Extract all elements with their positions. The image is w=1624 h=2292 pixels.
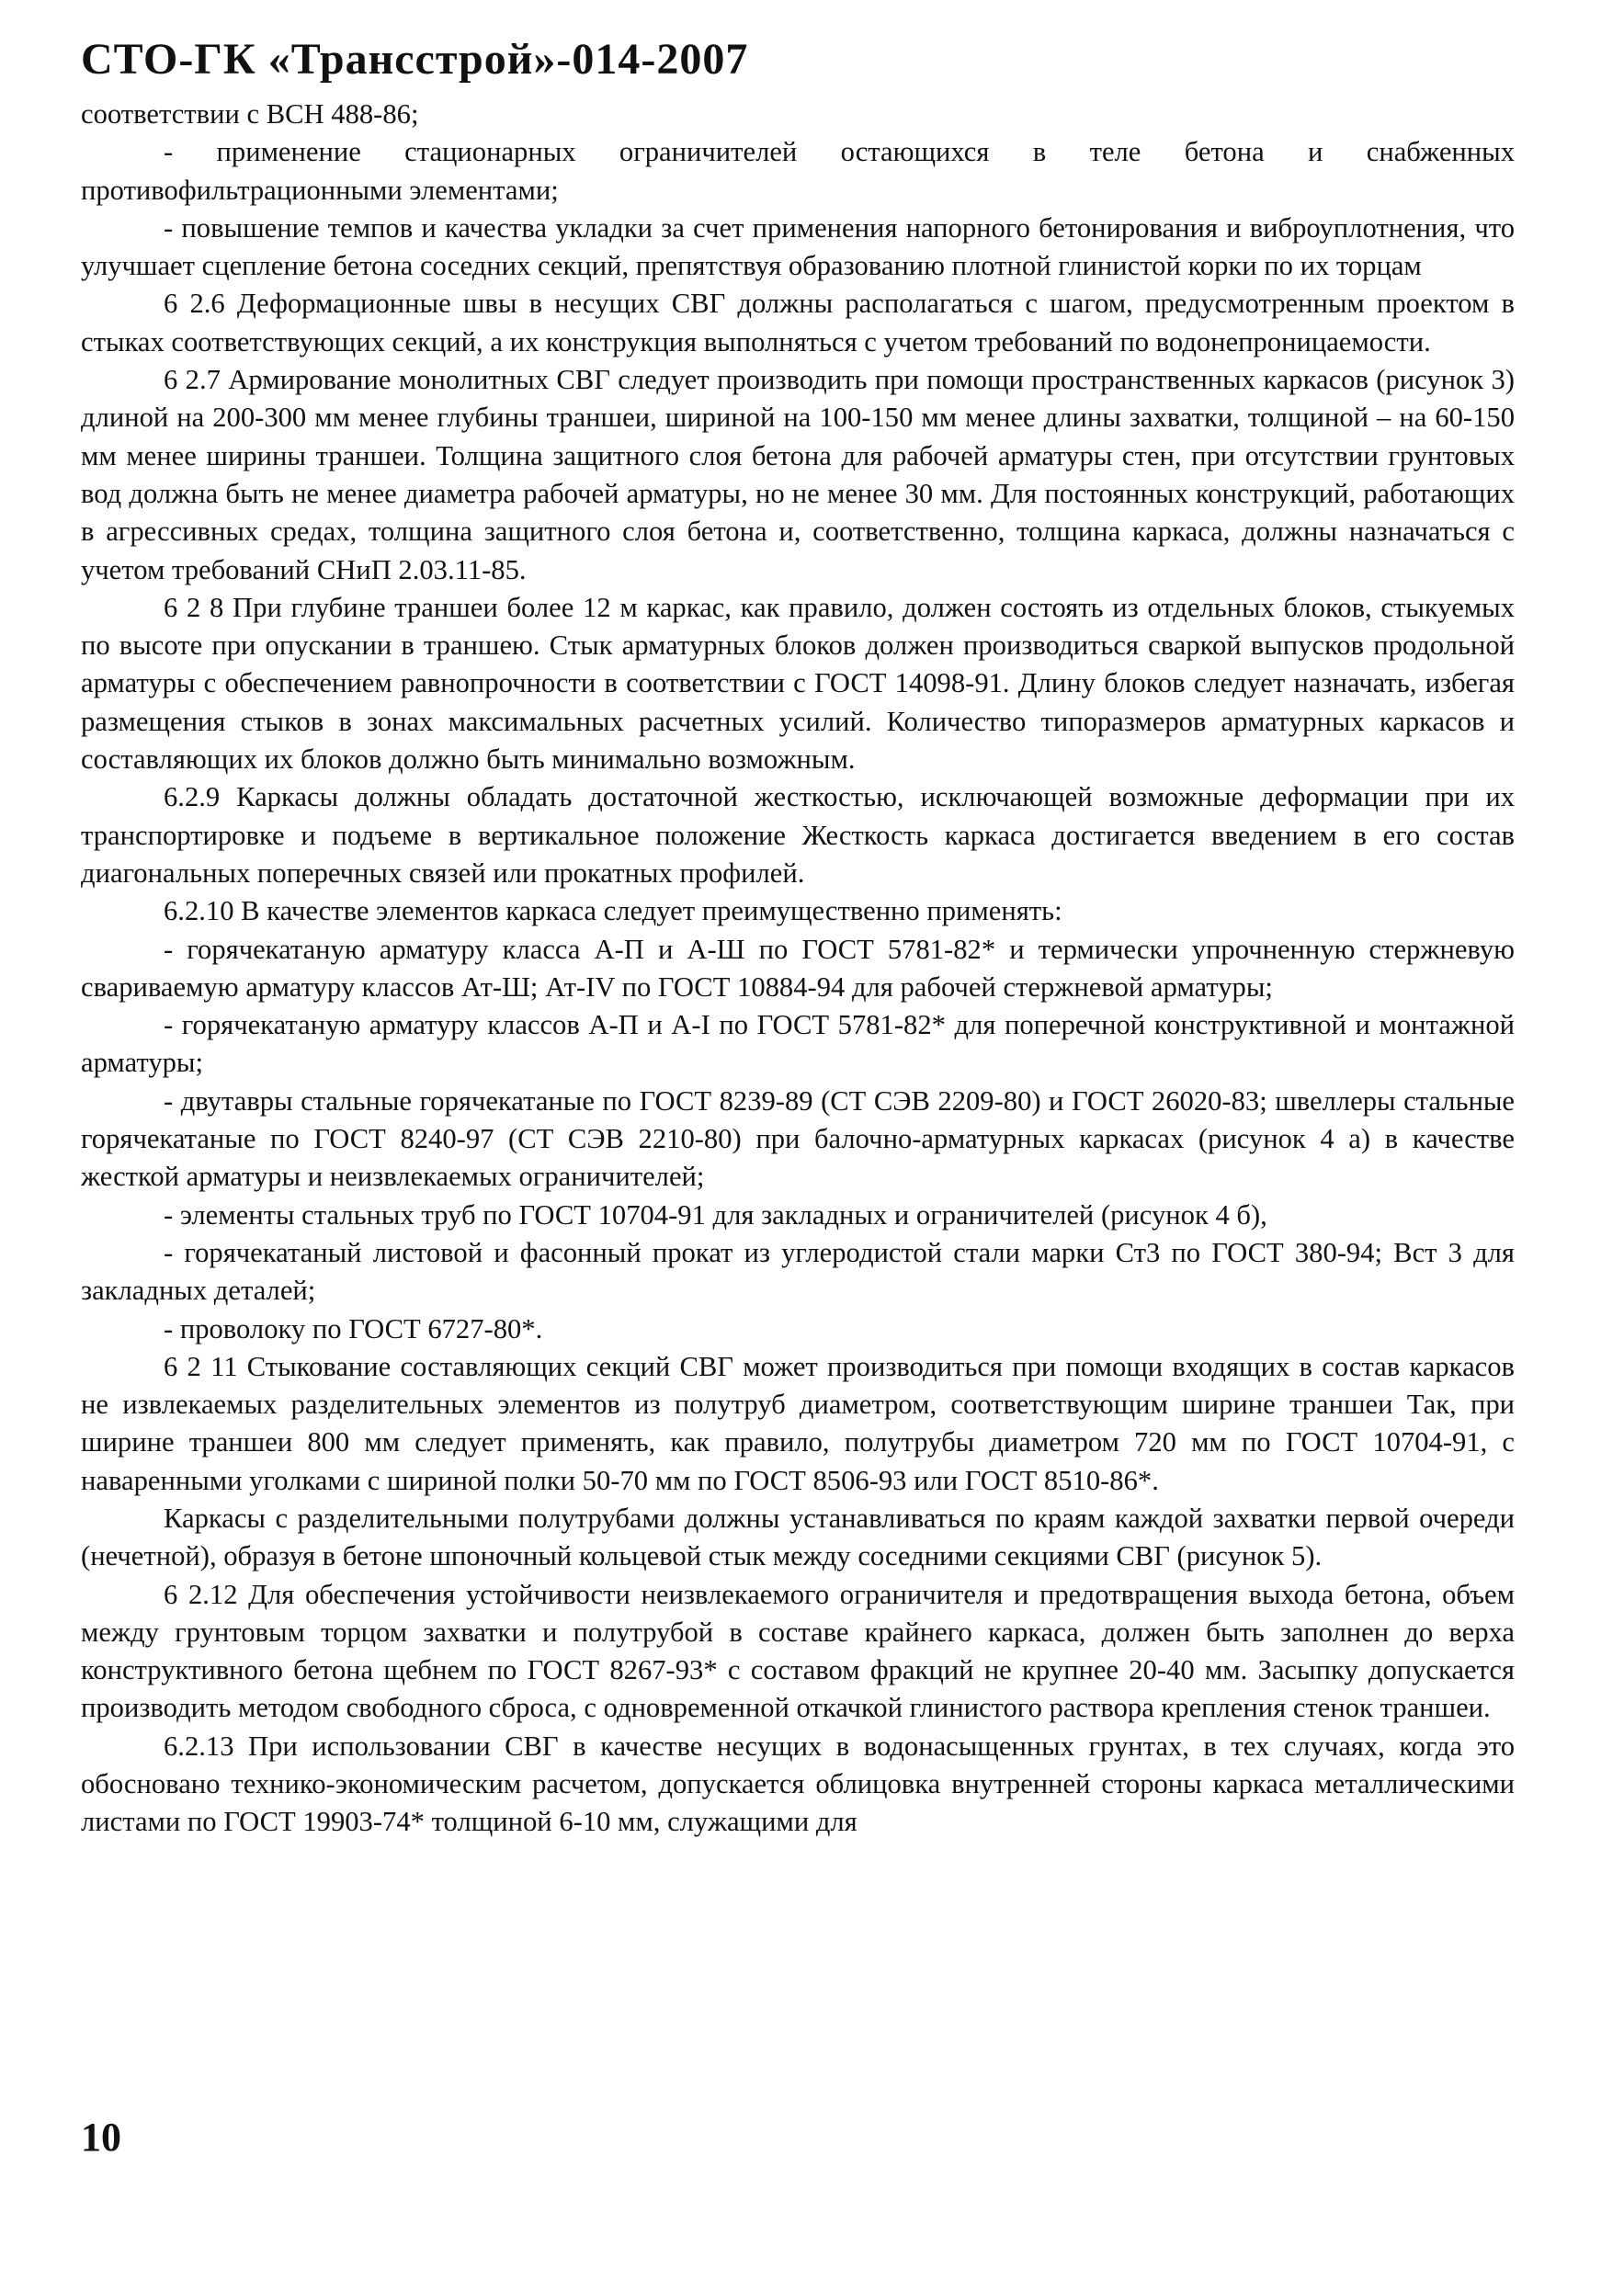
paragraph: 6.2.9 Каркасы должны обладать достаточной жесткостью, исключающей возможные деформации при их транспортировке и подъеме в вертикальное положение Жесткость каркаса достигается введением в его состав диагональных поперечных связей или прокатных профилей.	[81, 781, 1515, 889]
paragraph: - горячекатаную арматуру классов А-П и А-I по ГОСТ 5781-82* для поперечной конструктивной и монтажной арматуры;	[81, 1009, 1515, 1079]
paragraph: Каркасы с разделительными полутрубами должны устанавливаться по краям каждой захватки первой очереди (нечетной), образуя в бетоне шпоночный кольцевой стык между соседними секциями СВГ (рисунок 5).	[81, 1502, 1515, 1572]
paragraph: 6.2.13 При использовании СВГ в качестве несущих в водонасыщенных грунтах, в тех случаях, когда это обосновано технико-экономическим расчетом, допускается облицовка внутренней стороны каркаса металлическими листами по ГОСТ 19903-74* толщиной 6-10 мм, служащими для	[81, 1730, 1515, 1838]
paragraph: 6 2.6 Деформационные швы в несущих СВГ должны располагаться с шагом, предусмотренным проектом в стыках соответствующих секций, а их конструкция выполняться с учетом требований по водонепроницаемости.	[81, 288, 1515, 357]
paragraph: 6 2 8 При глубине траншеи более 12 м каркас, как правило, должен состоять из отдельных блоков, стыкуемых по высоте при опускании в траншею. Стык арматурных блоков должен производиться сваркой выпусков продольной арматуры с обеспечением равнопрочности в соответствии с ГОСТ 14098-91. Длину блоков следует назначать, избегая размещения стыков в зонах максимальных расчетных усилий. Количество типоразмеров арматурных каркасов и составляющих их блоков должно быть минимально возможным.	[81, 591, 1515, 776]
paragraph: - повышение темпов и качества укладки за счет применения напорного бетонирования и виброуплотнения, что улучшает сцепление бетона соседних секций, препятствуя образованию плотной глинистой корки по их торцам	[81, 211, 1515, 282]
paragraph: - элементы стальных труб по ГОСТ 10704-91 для закладных и ограничителей (рисунок 4 б),	[164, 1198, 1267, 1231]
paragraph: 6 2.7 Армирование монолитных СВГ следует производить при помощи пространственных каркасов (рисунок 3) длиной на 200-300 мм менее глубины траншеи, шириной на 100-150 мм менее длины захватки, толщиной – на 60-150 мм менее ширины траншеи. Толщина защитного слоя бетона для рабочей арматуры стен, при отсутствии грунтовых вод должна быть не менее диаметра рабочей арматуры, но не менее 30 мм. Для постоянных конструкций, работающих в агрессивных средах, толщина защитного слоя бетона и, соответственно, толщина каркаса, должны назначаться с учетом требований СНиП 2.03.11-85.	[81, 364, 1515, 585]
paragraph: 6.2.10 В качестве элементов каркаса следует преимущественно применять:	[164, 895, 1062, 927]
paragraph: - применение стационарных ограничителей остающихся в теле бетона и снабженных противофильтрационными элементами;	[81, 136, 1515, 206]
paragraph: 6 2 11 Стыкование составляющих секций СВГ может производиться при помощи входящих в состав каркасов не извлекаемых разделительных элементов из полутруб диаметром, соответствующим ширине траншеи Так, при ширине траншеи 800 мм следует применять, как правило, полутрубы диаметром 720 мм по ГОСТ 10704-91, с наваренными уголками с шириной полки 50-70 мм по ГОСТ 8506-93 или ГОСТ 8510-86*.	[81, 1350, 1515, 1496]
document-header: СТО-ГК «Трансстрой»-014-2007	[81, 35, 749, 84]
document-page	[81, 35, 1515, 1842]
page-number: 10	[81, 2115, 121, 2160]
paragraph: - горячекатаную арматуру класса А-П и А-Ш по ГОСТ 5781-82* и термически упрочненную стержневую свариваемую арматуру классов Ат-Ш; Ат-IV по ГОСТ 10884-94 для рабочей стержневой арматуры;	[81, 933, 1515, 1003]
paragraph: - проволоку по ГОСТ 6727-80*.	[164, 1312, 543, 1345]
paragraph: - горячекатаный листовой и фасонный прокат из углеродистой стали марки Ст3 по ГОСТ 380-94; Вст 3 для закладных деталей;	[81, 1236, 1515, 1307]
paragraph: 6 2.12 Для обеспечения устойчивости неизвлекаемого ограничителя и предотвращения выхода бетона, объем между грунтовым торцом захватки и полутрубой в составе крайнего каркаса, должен быть заполнен до верха конструктивного бетона щебнем по ГОСТ 8267-93* с составом фракций не крупнее 20-40 мм. Засыпку допускается производить методом свободного сброса, с одновременной откачкой глинистого раствора крепления стенок траншеи.	[81, 1578, 1515, 1724]
paragraph: - двутавры стальные горячекатаные по ГОСТ 8239-89 (СТ СЭВ 2209-80) и ГОСТ 26020-83; швеллеры стальные горячекатаные по ГОСТ 8240-97 (СТ СЭВ 2210-80) при балочно-арматурных каркасах (рисунок 4 а) в качестве жесткой арматуры и неизвлекаемых ограничителей;	[81, 1084, 1515, 1193]
document-body	[81, 96, 1515, 1842]
paragraph: соответствии с ВСН 488-86;	[81, 98, 419, 130]
